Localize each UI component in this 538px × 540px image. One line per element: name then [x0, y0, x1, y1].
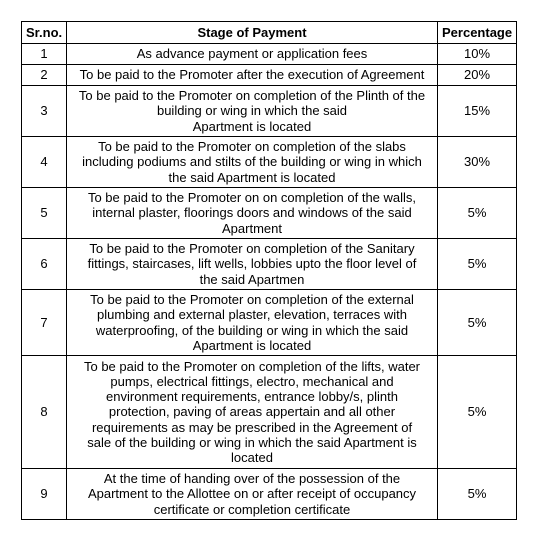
percentage-cell: 20% — [438, 65, 517, 86]
stage-text-line: fittings, staircases, lift wells, lobbies upto the floor level of — [87, 256, 417, 272]
stage-text-line: To be paid to the Promoter on completion of the external — [90, 292, 414, 308]
stage-text-line: sale of the building or wing in which the said Apartment is — [87, 434, 417, 450]
sr-no-cell: 9 — [22, 469, 67, 520]
stage-text-line: To be paid to the Promoter after the execution of Agreement — [79, 67, 425, 83]
table-row — [22, 188, 517, 239]
table-row — [22, 239, 517, 290]
stage-cell — [67, 65, 438, 86]
table-body — [22, 44, 517, 520]
table-header-row — [22, 22, 517, 44]
stage-text-line: To be paid to the Promoter on completion of the Sanitary — [89, 241, 415, 257]
stage-text-line: Apartment to the Allottee on or after receipt of occupancy — [87, 486, 417, 502]
sr-no-cell: 1 — [22, 44, 67, 65]
stage-cell — [67, 86, 438, 137]
stage-text-line: To be paid to the Promoter on completion of the slabs — [98, 139, 406, 155]
percentage-cell: 10% — [438, 44, 517, 65]
table-row — [22, 137, 517, 188]
stage-cell — [67, 188, 438, 239]
stage-text-line: protection, paving of areas appertain and all other — [108, 404, 396, 420]
stage-text-line: Apartment is located — [192, 118, 312, 134]
stage-text-line: At the time of handing over of the possession of the — [103, 471, 401, 487]
stage-text-line: the said Apartment is located — [168, 169, 336, 185]
stage-text-line: located — [231, 450, 273, 465]
table-row — [22, 469, 517, 520]
percentage-cell: 5% — [438, 290, 517, 356]
stage-cell — [67, 239, 438, 290]
stage-cell — [67, 469, 438, 520]
table-row — [22, 290, 517, 356]
table-row — [22, 65, 517, 86]
table-row — [22, 44, 517, 65]
stage-text-line: To be paid to the Promoter on completion of the Plinth of the — [78, 88, 426, 104]
percentage-cell: 5% — [438, 356, 517, 469]
header-sr-no: Sr.no. — [22, 22, 67, 44]
sr-no-cell: 8 — [22, 356, 67, 469]
stage-text-line: internal plaster, floorings doors and windows of the said — [92, 205, 412, 221]
stage-text-line: the said Apartmen — [199, 271, 305, 287]
percentage-cell: 5% — [438, 469, 517, 520]
header-percentage: Percentage — [438, 22, 517, 44]
sr-no-cell: 5 — [22, 188, 67, 239]
stage-text-line: requirements as may be prescribed in the Agreement of — [91, 419, 413, 435]
stage-text-line: certificate or completion certificate — [153, 501, 351, 517]
sr-no-cell: 4 — [22, 137, 67, 188]
percentage-cell: 30% — [438, 137, 517, 188]
stage-text-line: pumps, electrical fittings, electro, mechanical and — [110, 373, 394, 389]
stage-cell — [67, 290, 438, 356]
payment-schedule-table — [21, 21, 517, 520]
stage-text-line: Apartment is located — [192, 337, 312, 353]
table-row — [22, 356, 517, 469]
stage-text-line: waterproofing, of the building or wing in which the said — [95, 322, 409, 338]
sr-no-cell: 2 — [22, 65, 67, 86]
percentage-cell: 15% — [438, 86, 517, 137]
stage-text-line: As advance payment or application fees — [136, 46, 368, 62]
stage-text-line: plumbing and external plaster, elevation, terraces with — [96, 307, 407, 323]
stage-text-line: environment requirements, entrance lobby/s, plinth — [106, 389, 398, 405]
header-stage-of-payment: Stage of Payment — [67, 22, 438, 44]
stage-cell — [67, 356, 438, 469]
stage-text-line: To be paid to the Promoter on completion of the lifts, water — [83, 358, 420, 374]
percentage-cell: 5% — [438, 239, 517, 290]
stage-cell — [67, 137, 438, 188]
stage-text-line: Apartment — [222, 220, 282, 236]
table-row — [22, 86, 517, 137]
stage-text-line: building or wing in which the said — [156, 103, 348, 119]
stage-text-line: including podiums and stilts of the building or wing in which — [82, 154, 422, 170]
sr-no-cell: 3 — [22, 86, 67, 137]
sr-no-cell: 6 — [22, 239, 67, 290]
stage-text-line: To be paid to the Promoter on on completion of the walls, — [87, 190, 417, 206]
stage-cell — [67, 44, 438, 65]
sr-no-cell: 7 — [22, 290, 67, 356]
percentage-cell: 5% — [438, 188, 517, 239]
